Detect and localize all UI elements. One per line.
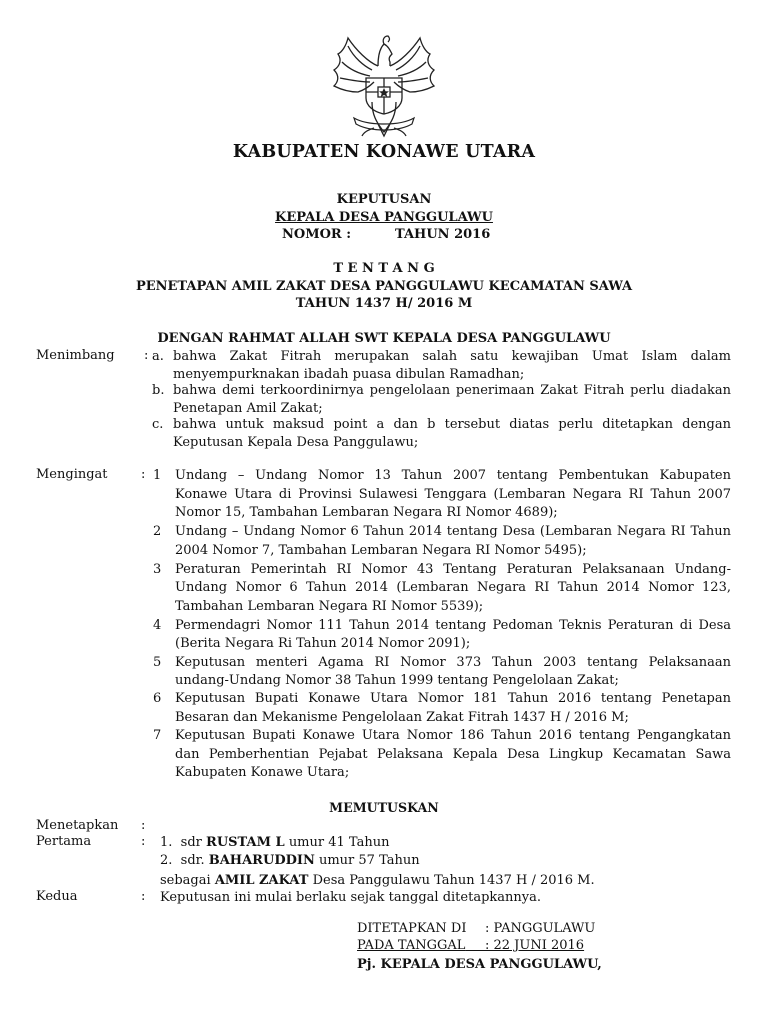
preamble: DENGAN RAHMAT ALLAH SWT KEPALA DESA PANGGULAWU — [157, 331, 611, 346]
mengingat-3-line-3: Tambahan Lembaran Negara RI Nomor 5539); — [175, 599, 484, 614]
menimbang-label: Menimbang — [36, 348, 115, 363]
mengingat-5-line-2: undang-Undang Nomor 38 Tahun 1999 tentang Pengelolaan Zakat; — [175, 673, 619, 688]
mengingat-marker-4: 4 — [153, 618, 162, 633]
pertama-label: Pertama — [36, 834, 92, 849]
regency-title: KABUPATEN KONAWE UTARA — [232, 142, 536, 162]
kedua-colon: : — [141, 889, 146, 904]
subject-line-2: TAHUN 1437 H/ 2016 M — [295, 296, 473, 311]
mengingat-5-line-1: Keputusan menteri Agama RI Nomor 373 Tahun 2003 tentang Pelaksanaan — [175, 655, 731, 670]
place-label: DITETAPKAN DI — [357, 921, 467, 936]
menimbang-c-line-2: Keputusan Kepala Desa Panggulawu; — [173, 435, 419, 450]
date-value: : 22 JUNI 2016 — [485, 938, 585, 953]
menimbang-colon: : — [144, 348, 149, 363]
person-2-marker: 2. — [160, 853, 173, 868]
issuer-title: KEPALA DESA PANGGULAWU — [275, 210, 493, 225]
menimbang-b-line-2: Penetapan Amil Zakat; — [173, 401, 323, 416]
mengingat-label: Mengingat — [36, 467, 108, 482]
mengingat-1-line-2: Konawe Utara di Provinsi Sulawesi Tenggara (Lembaran Negara RI Tahun 2007 — [175, 487, 731, 502]
menetapkan-label: Menetapkan — [36, 818, 119, 833]
mengingat-6-line-2: Besaran dan Mekanisme Pengelolaan Zakat Fitrah 1437 H / 2016 M; — [175, 710, 629, 725]
mengingat-marker-2: 2 — [153, 524, 162, 539]
person-2-name: BAHARUDDIN — [208, 853, 315, 868]
person-1-suffix: umur 41 Tahun — [288, 835, 390, 850]
menimbang-marker-a: a. — [152, 349, 164, 364]
subject-line-1: PENETAPAN AMIL ZAKAT DESA PANGGULAWU KECAMATAN SAWA — [135, 279, 633, 294]
mengingat-marker-5: 5 — [153, 655, 162, 670]
menimbang-a-line-2: menyempurknakan ibadah puasa dibulan Ramadhan; — [173, 367, 525, 382]
mengingat-marker-6: 6 — [153, 691, 162, 706]
signatory-title: Pj. KEPALA DESA PANGGULAWU, — [357, 957, 602, 972]
mengingat-7-line-2: dan Pemberhentian Pejabat Pelaksana Kepala Desa Lingkup Kecamatan Sawa — [175, 747, 731, 762]
mengingat-7-line-1: Keputusan Bupati Konawe Utara Nomor 186 Tahun 2016 tentang Pengangkatan — [175, 728, 731, 743]
nomor-label: NOMOR : — [282, 227, 352, 242]
mengingat-4-line-2: (Berita Negara Ri Tahun 2014 Nomor 2091); — [175, 636, 471, 651]
menimbang-a-line-1: bahwa Zakat Fitrah merupakan salah satu kewajiban Umat Islam dalam — [173, 349, 731, 364]
tentang-heading: T E N T A N G — [333, 261, 435, 276]
place-value: : PANGGULAWU — [485, 921, 596, 936]
pertama-colon: : — [141, 834, 146, 849]
person-1 — [160, 833, 389, 852]
mengingat-colon: : — [141, 467, 146, 482]
role-prefix: sebagai — [160, 873, 211, 888]
memutuskan-heading: MEMUTUSKAN — [329, 800, 439, 815]
person-1-name: RUSTAM L — [206, 835, 285, 850]
mengingat-2-line-1: Undang – Undang Nomor 6 Tahun 2014 tentang Desa (Lembaran Negara RI Tahun — [175, 524, 731, 539]
person-2 — [160, 851, 420, 870]
kedua-text: Keputusan ini mulai berlaku sejak tanggal ditetapkannya. — [160, 890, 541, 905]
role-suffix: Desa Panggulawu Tahun 1437 H / 2016 M. — [312, 873, 595, 888]
menimbang-b-line-1: bahwa demi terkoordinirnya pengelolaan penerimaan Zakat Fitrah perlu diadakan — [173, 383, 731, 398]
kedua-label: Kedua — [36, 889, 78, 904]
date-label: PADA TANGGAL — [357, 938, 466, 953]
document-type: KEPUTUSAN — [336, 192, 432, 207]
nomor-year: TAHUN 2016 — [395, 227, 491, 242]
person-1-prefix: sdr — [180, 835, 202, 850]
mengingat-1-line-3: Nomor 15, Tambahan Lembaran Negara RI Nomor 4689); — [175, 505, 558, 520]
menimbang-marker-b: b. — [152, 383, 165, 398]
garuda-emblem — [328, 32, 440, 142]
mengingat-3-line-1: Peraturan Pemerintah RI Nomor 43 Tentang Peraturan Pelaksanaan Undang- — [175, 562, 731, 577]
person-2-prefix: sdr. — [180, 853, 205, 868]
mengingat-6-line-1: Keputusan Bupati Konawe Utara Nomor 181 Tahun 2016 tentang Penetapan — [175, 691, 731, 706]
mengingat-3-line-2: Undang Nomor 6 Tahun 2014 (Lembaran Negara RI Tahun 2014 Nomor 123, — [175, 580, 731, 595]
person-2-suffix: umur 57 Tahun — [318, 853, 420, 868]
mengingat-marker-3: 3 — [153, 562, 162, 577]
role-title: AMIL ZAKAT — [214, 873, 309, 888]
mengingat-2-line-2: 2004 Nomor 7, Tambahan Lembaran Negara RI Nomor 5495); — [175, 543, 587, 558]
mengingat-marker-7: 7 — [153, 728, 162, 743]
mengingat-4-line-1: Permendagri Nomor 111 Tahun 2014 tentang Pedoman Teknis Peraturan di Desa — [175, 618, 731, 633]
menetapkan-colon: : — [141, 818, 146, 833]
mengingat-marker-1: 1 — [153, 468, 162, 483]
mengingat-7-line-3: Kabupaten Konawe Utara; — [175, 765, 350, 780]
person-1-marker: 1. — [160, 835, 173, 850]
menimbang-c-line-1: bahwa untuk maksud point a dan b tersebut diatas perlu ditetapkan dengan — [173, 417, 731, 432]
menimbang-marker-c: c. — [152, 417, 164, 432]
mengingat-1-line-1: Undang – Undang Nomor 13 Tahun 2007 tentang Pembentukan Kabupaten — [175, 468, 731, 483]
